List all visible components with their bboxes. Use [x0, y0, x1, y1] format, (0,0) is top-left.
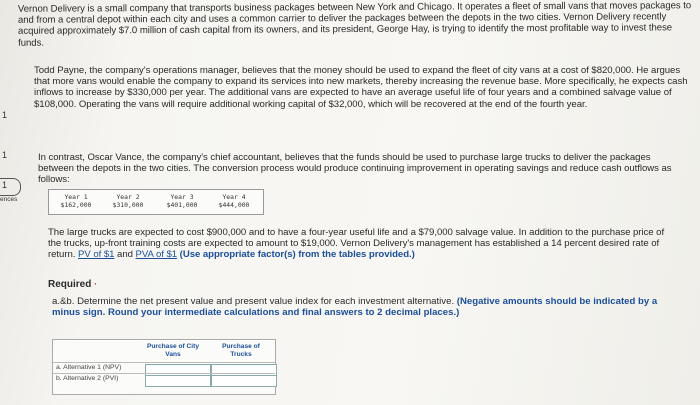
pv-of-1-link[interactable]: PV of $1 [78, 249, 115, 261]
cash-flow-year-2: Year 2 $310,000 [112, 193, 144, 209]
row-label-npv: a. Alternative 1 (NPV) [56, 364, 122, 371]
edge-mark: 1 [2, 180, 8, 190]
pvi-city-vans-input[interactable] [145, 375, 211, 387]
question-emphasis: (Negative amounts should be indicated by a minus sign. Round your intermediate calculations and final answers to 2 decimal places.) [52, 296, 658, 319]
edge-mark: ences [0, 196, 18, 203]
question-a-b [52, 296, 672, 318]
edge-mark: 1 [2, 110, 8, 120]
header-city-vans: Purchase of City Vans [146, 343, 200, 358]
edge-mark: 1 [2, 150, 8, 160]
link-joiner: and [117, 249, 133, 261]
answer-table [52, 339, 276, 395]
question-prefix: a.&b. Determine the net present value and present value index for each investment alternative. [52, 296, 455, 307]
cash-flow-year-1: Year 1 $162,000 [60, 193, 92, 209]
cash-flow-year-3: Year 3 $401,000 [166, 193, 198, 209]
paragraph-vans-proposal: Todd Payne, the company's operations manager, believes that the money should be used to expand the fleet of city vans at a cost of $820,000. He argues that more vans would enable the company to expand its services into new markets, thereby increasing the revenue base. More specifically, he expects cash inflows to increase by $330,000 per year. The additional vans are expected to have an average useful life of four years and a combined salvage value of $108,000. Operating the vans will require additional working capital of $32,000, which will be recovered at the end of the fourth year. [34, 65, 688, 110]
factor-note: (Use appropriate factor(s) from the tables provided.) [179, 249, 415, 261]
edge-tab [0, 178, 21, 196]
left-edge-marks [0, 0, 22, 405]
header-trucks: Purchase of Trucks [222, 343, 260, 358]
answer-row-pvi [53, 373, 275, 385]
paragraph-trucks-proposal: In contrast, Oscar Vance, the company's chief accountant, believes that the funds should be used to purchase large trucks to deliver the packages between the depots in the two cities. The conversion process would produce continuing improvement in operating savings and reduce cash outflows as follows: [38, 152, 672, 186]
paragraph-trucks-details [48, 227, 678, 261]
cash-flow-table [48, 189, 264, 215]
pvi-trucks-input[interactable] [211, 375, 277, 387]
paragraph-intro: Vernon Delivery is a small company that transports business packages between New York and Chicago. It operates a fleet of small vans that moves packages to and from a central depot within each city and uses a common carrier to deliver the packages between the depots in the two cities. Vernon Delivery recently acquired approximately $7.0 million of cash capital from its owners, and its president, George Hay, is trying to identify the most profitable way to invest these funds. [17, 0, 692, 49]
row-label-pvi: b. Alternative 2 (PVI) [56, 375, 119, 382]
required-heading: Required · [48, 279, 98, 290]
pva-of-1-link[interactable]: PVA of $1 [135, 249, 178, 261]
cash-flow-year-4: Year 4 $444,000 [218, 193, 250, 209]
required-marker: · [94, 279, 98, 289]
trucks-details-text: The large trucks are expected to cost $900,000 and to have a four-year useful life and a $79,000 salvage value. In addition to the purchase price of the trucks, up-front training costs are expected to amount to $19,000. Vernon Delivery's management has established a 14 percent desired rate of return. [48, 227, 665, 261]
